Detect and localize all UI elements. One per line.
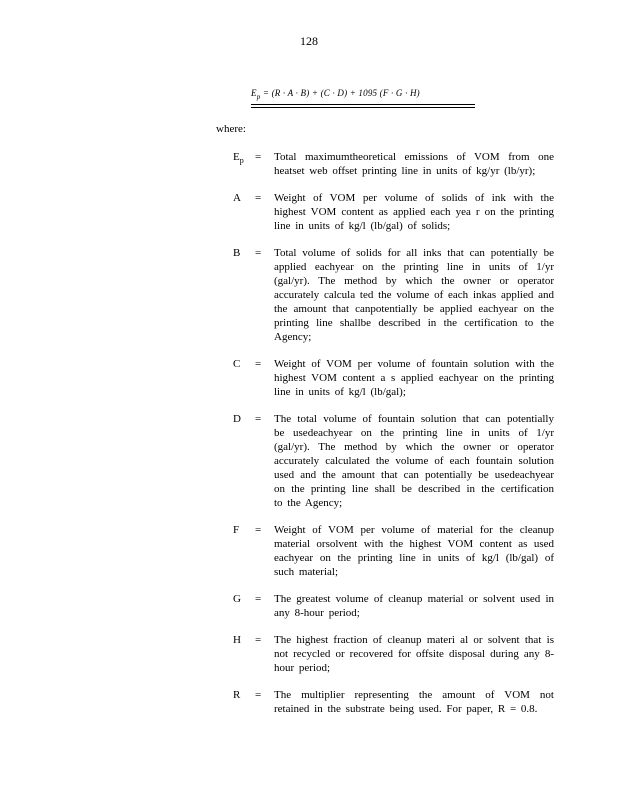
definitions-list xyxy=(0,150,618,729)
definition-text: The total volume of fountain solution that can potentially be usedeachyear on the printing line in units of 1/yr (gal/yr). The method by which the owner or operator accurately calculated the volume of each fountain solution used and the amount that can potentially be usedeachyear on the printing line shall be described in the certification to the Agency; xyxy=(274,413,554,509)
definition-symbol: F xyxy=(233,524,240,536)
definition-symbol: R xyxy=(233,689,241,701)
definition-text: The multiplier representing the amount of VOM not retained in the substrate being used. For paper, R = 0.8. xyxy=(274,689,554,715)
definition-h xyxy=(0,633,618,675)
definition-equals: = xyxy=(255,192,262,204)
definition-g xyxy=(0,592,618,620)
definition-symbol: A xyxy=(233,192,241,204)
definition-a xyxy=(0,191,618,233)
equation-rhs: = (R · A · B) + (C · D) + 1095 (F · G · H) xyxy=(260,88,420,98)
definition-c xyxy=(0,357,618,399)
definition-symbol: $E_p$ xyxy=(233,151,244,166)
definition-text: The highest fraction of cleanup materi al or solvent that is not recycled or recovered for offsite disposal during any 8-hour period; xyxy=(274,634,554,674)
equation xyxy=(251,88,475,105)
definition-text: Weight of VOM per volume of material for the cleanup material orsolvent with the highest VOM content as used eachyear on the printing line in units of kg/l (lb/gal) of such material; xyxy=(274,524,554,578)
definition-equals: = xyxy=(255,413,262,425)
definition-symbol: H xyxy=(233,634,241,646)
definition-equals: = xyxy=(255,524,262,536)
definition-equals: = xyxy=(255,358,262,370)
definition-equals: = xyxy=(255,593,262,605)
page-number: 128 xyxy=(300,34,318,48)
definition-r xyxy=(0,688,618,716)
definition-symbol: D xyxy=(233,413,241,425)
definition-symbol: C xyxy=(233,358,241,370)
where-label: where: xyxy=(216,123,246,135)
definition-text: Total maximumtheoretical emissions of VOM from one heatset web offset printing line in units of kg/yr (lb/yr); xyxy=(274,151,554,177)
definition-text: Weight of VOM per volume of fountain solution with the highest VOM content a s applied eachyear on the printing line in units of kg/l (lb/gal); xyxy=(274,358,554,398)
equation-lhs: E xyxy=(251,88,257,98)
definition-text: Weight of VOM per volume of solids of ink with the highest VOM content as applied each yea r on the printing line in units of kg/l (lb/gal) of solids; xyxy=(274,192,554,232)
definition-equals: = xyxy=(255,634,262,646)
definition-b xyxy=(0,246,618,344)
definition-equals: = xyxy=(255,247,262,259)
definition-equals: = xyxy=(255,689,262,701)
equation-underline xyxy=(251,107,475,108)
definition-symbol: G xyxy=(233,593,241,605)
definition-text: The greatest volume of cleanup material or solvent used in any 8-hour period; xyxy=(274,593,554,619)
equation-lhs-subscript: p xyxy=(256,92,261,101)
definition-d xyxy=(0,412,618,510)
definition-f xyxy=(0,523,618,579)
definition-ep xyxy=(0,150,618,178)
definition-equals: = xyxy=(255,151,262,163)
definition-symbol: B xyxy=(233,247,241,259)
definition-text: Total volume of solids for all inks that can potentially be applied eachyear on the printing line in units of 1/yr (gal/yr). The method by which the owner or operator accurately calcula ted the volume of each inkas applied and the amount that canpotentially be applied eachyear on the printing line shallbe described in the certification to the Agency; xyxy=(274,247,554,343)
